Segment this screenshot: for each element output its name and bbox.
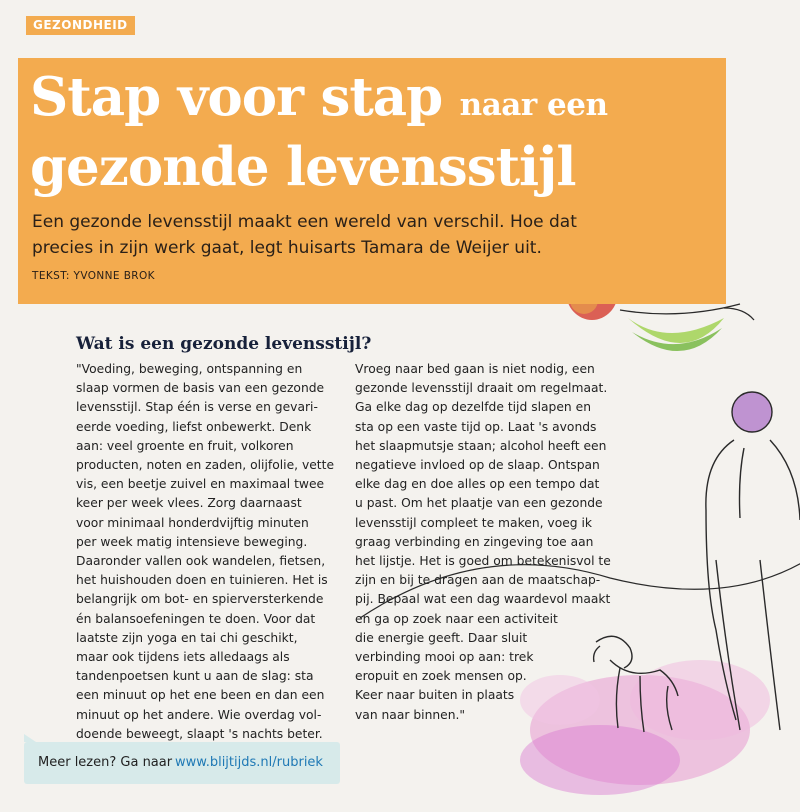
text-line: zijn en bij te dragen aan de maatschap-: [355, 573, 601, 588]
intro-line: Een gezonde levensstijl maakt een wereld van verschil. Hoe dat: [32, 212, 577, 232]
text-line: Ga elke dag op dezelfde tijd slapen en: [355, 400, 591, 415]
text-line: gezonde levensstijl draait om regelmaat.: [355, 381, 608, 396]
text-line: elke dag en doe alles op een tempo dat: [355, 477, 600, 492]
text-line: graag verbinding en zingeving toe aan: [355, 534, 594, 549]
body-column-2: [355, 360, 623, 725]
text-line: belangrijk om bot- en spierversterkende: [76, 592, 324, 607]
text-line: het slaapmutsje staan; alcohol heeft een: [355, 438, 607, 453]
text-line: verbinding mooi op aan: trek: [355, 650, 534, 665]
text-line: keer per week vlees. Zorg daarnaast: [76, 496, 302, 511]
article-intro: [32, 209, 592, 261]
text-line: u past. Om het plaatje van een gezonde: [355, 496, 603, 511]
section-heading: Wat is een gezonde levensstijl?: [76, 334, 372, 354]
text-line: een minuut op het ene been en dan een: [76, 688, 325, 703]
text-line: aan: veel groente en fruit, volkoren: [76, 438, 294, 453]
text-line: eropuit en zoek mensen op.: [355, 669, 527, 684]
text-line: Vroeg naar bed gaan is niet nodig, een: [355, 362, 595, 376]
text-line: die energie geeft. Daar sluit: [355, 630, 528, 645]
banana-drawing: [620, 304, 754, 351]
read-more-label: Meer lezen? Ga naar: [38, 755, 173, 770]
text-line: levensstijl compleet te maken, voeg ik: [355, 515, 593, 530]
text-line: én balansoefeningen te doen. Voor dat: [76, 611, 316, 626]
text-line: minuut op het andere. Wie overdag vol-: [76, 707, 322, 722]
text-line: voor minimaal honderdvijftig minuten: [76, 515, 309, 530]
read-more-link[interactable]: www.blijtijds.nl/rubriek: [175, 755, 323, 770]
text-line: levensstijl. Stap één is verse en gevari-: [76, 400, 318, 415]
text-line: sta op een vaste tijd op. Laat 's avonds: [355, 419, 597, 434]
text-line: producten, noten en zaden, olijfolie, vette: [76, 458, 335, 473]
text-line: eerde voeding, liefst onbewerkt. Denk: [76, 419, 312, 434]
text-line: maar ook tijdens iets alledaags als: [76, 650, 290, 665]
title-line-2: gezonde levensstijl: [30, 136, 576, 198]
text-line: tandenpoetsen kunt u aan de slag: sta: [76, 669, 314, 684]
text-line: "Voeding, beweging, ontspanning en: [76, 362, 303, 376]
info-box-notch: [24, 734, 36, 742]
text-line: het lijstje. Het is goed om betekenisvol te: [355, 554, 611, 569]
read-more-box: [24, 742, 340, 784]
text-line: pij. Bepaal wat een dag waardevol maakt: [355, 592, 611, 607]
article-title: [30, 66, 716, 198]
text-line: en ga op zoek naar een activiteit: [355, 611, 558, 626]
author-credit: TEKST: YVONNE BROK: [32, 270, 155, 282]
text-line: vis, een beetje zuivel en maximaal twee: [76, 477, 325, 492]
text-line: per week matig intensieve beweging.: [76, 534, 308, 549]
title-line-1: Stap voor stap: [30, 66, 443, 128]
title-small-part: naar een: [459, 87, 608, 123]
text-line: slaap vormen de basis van een gezonde: [76, 381, 325, 396]
text-line: Daaronder vallen ook wandelen, fietsen,: [76, 554, 326, 569]
intro-line: precies in zijn werk gaat, legt huisarts Tamara de Weijer uit.: [32, 238, 542, 258]
body-column-1: [76, 360, 348, 744]
text-line: Keer naar buiten in plaats: [355, 688, 515, 703]
text-line: doende beweegt, slaapt 's nachts beter.: [76, 726, 323, 741]
text-line: laatste zijn yoga en tai chi geschikt,: [76, 630, 298, 645]
category-tag: GEZONDHEID: [26, 16, 135, 35]
hero-banner: [18, 58, 726, 304]
text-line: het huishouden doen en tuinieren. Het is: [76, 573, 328, 588]
text-line: negatieve invloed op de slaap. Ontspan: [355, 458, 600, 473]
text-line: van naar binnen.": [355, 707, 466, 722]
